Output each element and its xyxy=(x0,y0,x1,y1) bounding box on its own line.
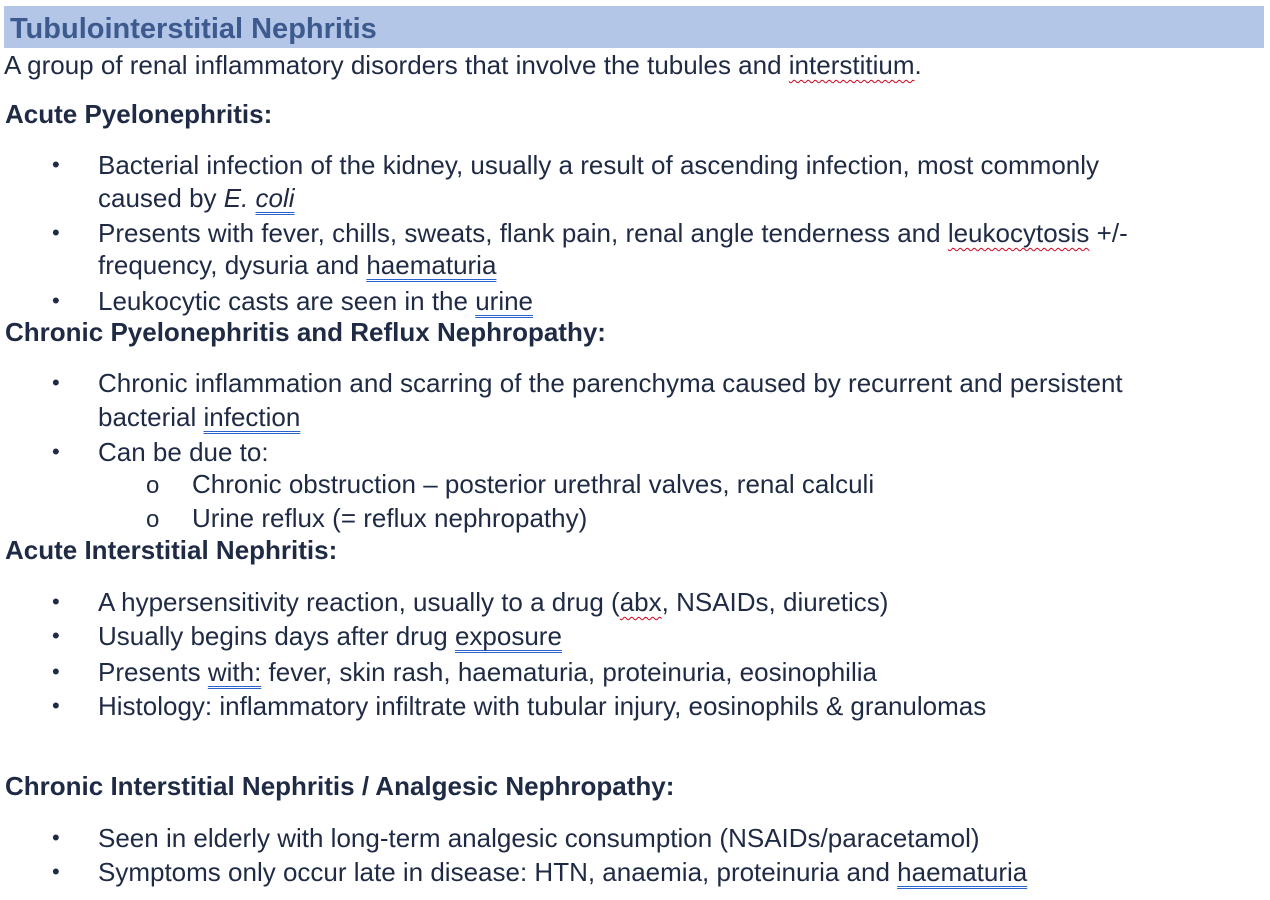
chronic-pyelo-sub-bullet-1: Chronic obstruction – posterior urethral valves, renal calculi xyxy=(192,469,875,499)
grammar-flag[interactable]: exposure xyxy=(454,621,562,651)
bullet-icon: • xyxy=(52,288,60,313)
bullet-icon: • xyxy=(52,370,60,395)
spelling-flag[interactable]: leukocytosis xyxy=(947,218,1090,248)
acute-pyelo-bullet-1-line-1: Bacterial infection of the kidney, usually a result of ascending infection, most commonly xyxy=(98,150,1100,180)
grammar-flag[interactable]: infection xyxy=(203,402,301,432)
acute-interstitial-bullet-3: Presents with: fever, skin rash, haematuria, proteinuria, eosinophilia xyxy=(98,657,877,687)
chronic-pyelo-sub-bullet-2: Urine reflux (= reflux nephropathy) xyxy=(192,503,588,533)
bullet-icon: • xyxy=(52,152,60,177)
grammar-flag[interactable]: urine xyxy=(475,286,534,316)
bullet-icon: • xyxy=(52,589,60,614)
chronic-interstitial-bullet-2: Symptoms only occur late in disease: HTN, anaemia, proteinuria and haematuria xyxy=(98,857,1028,887)
heading-chronic-pyelonephritis: Chronic Pyelonephritis and Reflux Nephropathy: xyxy=(5,317,606,347)
sub-bullet-icon: o xyxy=(146,506,160,533)
chronic-pyelo-bullet-2: Can be due to: xyxy=(98,437,269,467)
acute-pyelo-bullet-1-line-2: caused by E. coli xyxy=(98,183,295,213)
page-title: Tubulointerstitial Nephritis xyxy=(10,13,377,45)
spelling-flag[interactable]: interstitium xyxy=(788,50,915,80)
intro-text: A group of renal inflammatory disorders that involve the tubules and xyxy=(4,50,789,80)
acute-pyelo-bullet-2-line-2: frequency, dysuria and haematuria xyxy=(98,250,497,280)
heading-chronic-interstitial-nephritis: Chronic Interstitial Nephritis / Analgesic Nephropathy: xyxy=(5,771,675,801)
chronic-pyelo-bullet-1-line-1: Chronic inflammation and scarring of the parenchyma caused by recurrent and persistent xyxy=(98,368,1123,398)
acute-interstitial-bullet-2: Usually begins days after drug exposure xyxy=(98,621,562,651)
italic-organism: E. xyxy=(223,183,256,213)
spelling-flag[interactable]: abx xyxy=(619,587,662,617)
acute-pyelo-bullet-3: Leukocytic casts are seen in the urine xyxy=(98,286,534,316)
heading-acute-pyelonephritis: Acute Pyelonephritis: xyxy=(5,99,273,129)
bullet-icon: • xyxy=(52,859,60,884)
title-bar xyxy=(4,6,1264,48)
bullet-icon: • xyxy=(52,825,60,850)
grammar-flag[interactable]: haematuria xyxy=(366,250,497,280)
bullet-icon: • xyxy=(52,623,60,648)
bullet-icon: • xyxy=(52,220,60,245)
grammar-flag[interactable]: coli xyxy=(255,183,295,213)
sub-bullet-icon: o xyxy=(146,472,160,499)
bullet-icon: • xyxy=(52,659,60,684)
grammar-flag[interactable]: with: xyxy=(207,657,262,687)
intro-end: . xyxy=(914,50,922,80)
heading-acute-interstitial-nephritis: Acute Interstitial Nephritis: xyxy=(5,535,338,565)
chronic-interstitial-bullet-1: Seen in elderly with long-term analgesic consumption (NSAIDs/paracetamol) xyxy=(98,823,980,853)
chronic-pyelo-bullet-1-line-2: bacterial infection xyxy=(98,402,301,432)
grammar-flag[interactable]: haematuria xyxy=(897,857,1028,887)
intro-paragraph xyxy=(4,50,922,80)
bullet-icon: • xyxy=(52,693,60,718)
bullet-icon: • xyxy=(52,439,60,464)
acute-interstitial-bullet-1: A hypersensitivity reaction, usually to a drug (abx, NSAIDs, diuretics) xyxy=(98,587,889,617)
acute-interstitial-bullet-4: Histology: inflammatory infiltrate with tubular injury, eosinophils & granulomas xyxy=(98,691,987,721)
acute-pyelo-bullet-2-line-1: Presents with fever, chills, sweats, flank pain, renal angle tenderness and leukocytosis +/- xyxy=(98,218,1128,248)
